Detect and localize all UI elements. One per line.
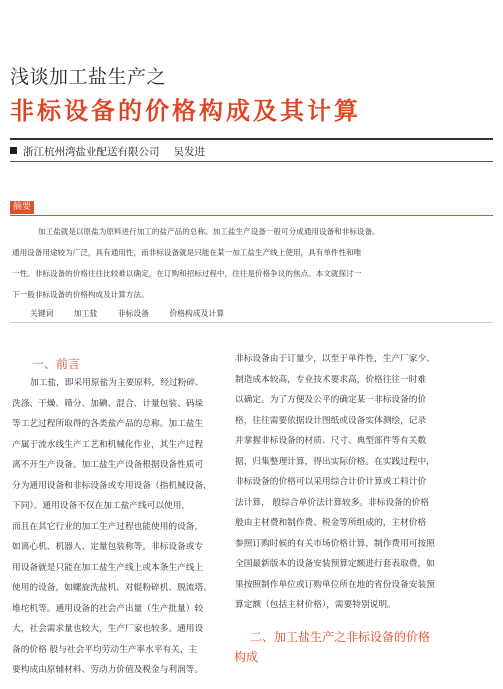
body-line: 洗涤、干燥、筛分、加碘、混合、计量包装、码垛 bbox=[12, 398, 204, 409]
keyword: 非标设备 bbox=[117, 309, 149, 318]
body-line: 般由主材费和制作费、税金等所组成的，主材价格 bbox=[235, 518, 427, 528]
body-line: 并掌握非标设备的材质、尺寸、典型部件等有关数 bbox=[235, 436, 427, 446]
body-line: 制造成本较高，专业技术要求高，价格往往一时难 bbox=[235, 374, 427, 385]
body-line: 全国最新版本的设备安装预算定额进行套表取费，如 bbox=[235, 559, 435, 569]
section-heading-2 bbox=[234, 627, 431, 667]
author-org: 浙江杭州湾盐业配送有限公司 bbox=[23, 146, 160, 158]
body-line: 产属于流水线生产工艺和机械化作业，其生产过程 bbox=[12, 439, 204, 450]
section-heading-2-line1: 二、加工盐生产之非标设备的价格 bbox=[250, 630, 431, 644]
keywords-label: 关键词 bbox=[30, 309, 54, 318]
abstract-body bbox=[12, 221, 493, 305]
right-column bbox=[235, 349, 493, 616]
body-line: 堆坨机等。通用设备的社会产出量（生产批量）较 bbox=[12, 603, 204, 614]
left-column bbox=[12, 373, 232, 681]
abstract-divider-bottom bbox=[10, 322, 493, 323]
author-name: 吴发进 bbox=[173, 146, 205, 158]
article-headline: 非标设备的价格构成及其计算 bbox=[10, 97, 361, 125]
body-line: 而且在其它行业的加工生产过程也能使用的设备， bbox=[12, 521, 204, 532]
section-heading-2-line2: 构成 bbox=[234, 650, 259, 664]
abstract-line: 一性。非标设备的价格往往比较难以确定，在订购和招标过程中，往往是价格争议的焦点。本文就探讨一 bbox=[12, 269, 362, 278]
author-line bbox=[10, 144, 205, 159]
body-line: 分为通用设备和非标设备或专用设备（指机械设备， bbox=[12, 480, 212, 491]
body-line: 据，归集整理计算，得出实际价格。在实践过程中， bbox=[235, 456, 435, 467]
abstract-divider bbox=[10, 215, 493, 216]
body-line: 算定额（包括主材价格），需要特别说明。 bbox=[235, 600, 396, 610]
body-line: 下同）。通用设备不仅在加工盐产线可以使用， bbox=[12, 501, 191, 511]
abstract-line: 加工盐就是以原盐为原料进行加工的盐产品的总称。加工盐生产设备一般可分成通用设备和非标设备。 bbox=[38, 227, 380, 236]
body-line: 非标设备的价格可以采用综合计价计算或工料计价 bbox=[235, 477, 427, 487]
abstract-line: 通用设备用途较为广泛，具有通用性，而非标设备就是只能在某一加工盐生产线上使用，具有单件性和唯 bbox=[12, 248, 362, 257]
body-line: 离不开生产设备。加工盐生产设备根据设备性质可 bbox=[12, 460, 204, 470]
article-kicker: 浅谈加工盐生产之 bbox=[10, 66, 167, 88]
keyword: 价格构成及计算 bbox=[169, 309, 224, 318]
body-line: 使用的设备，如螺旋洗盐机、对辊粉碎机、脱流塔、 bbox=[12, 583, 212, 593]
section-heading-intro: 一、前言 bbox=[32, 357, 81, 371]
header-rule-bottom bbox=[10, 161, 493, 162]
keyword: 加工盐 bbox=[73, 309, 98, 318]
body-line: 法计算， 般综合单价法计算较多。非标设备的价格 bbox=[235, 497, 429, 508]
body-line: 备的价格 般与社会平均劳动生产率水平有关，主 bbox=[12, 644, 198, 655]
body-line: 等工艺过程所取得的各类盐产品的总称。加工盐生 bbox=[12, 419, 204, 429]
square-bullet-icon bbox=[10, 147, 17, 154]
header-rule-top bbox=[10, 138, 493, 140]
abstract-tag: 摘要 bbox=[10, 201, 34, 214]
body-line: 大，社会需求量也较大，生产厂家也较多。通用设 bbox=[12, 624, 204, 634]
body-line: 加工盐，即采用原盐为主要原料，经过粉碎、 bbox=[30, 378, 204, 388]
body-line: 格，往往需要依据设计图纸或设备实体测绘，记录 bbox=[235, 415, 427, 426]
keywords-row bbox=[30, 308, 242, 319]
body-line: 非标设备由于订量少，以至于单件性，生产厂家少、 bbox=[235, 354, 435, 364]
body-line: 以确定。为了方便及公平的确定某一非标设备的价 bbox=[235, 395, 427, 405]
body-line: 如离心机、机器人、定量包装称等。非标设备或专 bbox=[12, 542, 204, 552]
body-line: 要构成由原辅材料、劳动力价值及税金与利润等。 bbox=[12, 665, 204, 675]
body-line: 果按照制作单位或订购单位所在地的省份设备安装预 bbox=[235, 579, 435, 590]
abstract-line: 下一般非标设备的价格构成及计算方法。 bbox=[12, 290, 149, 299]
body-line: 用设备就是只能在加工盐生产线上或本条生产线上 bbox=[12, 562, 204, 573]
body-line: 参照订购时候的有关市场价格计算，制作费用可按照 bbox=[235, 538, 435, 549]
